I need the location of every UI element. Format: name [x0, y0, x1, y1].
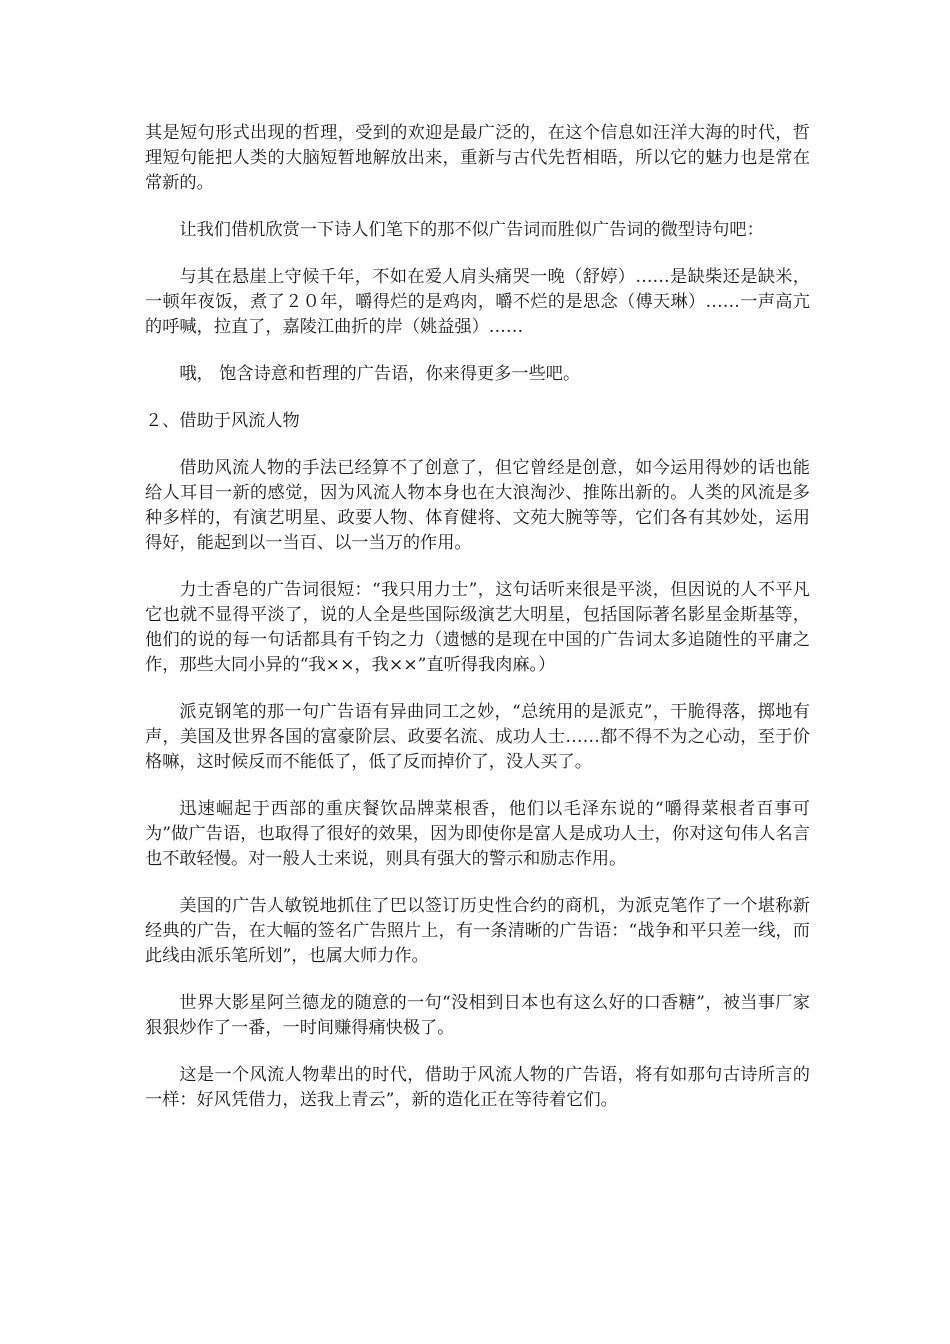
paragraph-celebrity-method: 借助风流人物的手法已经算不了创意了，但它曾经是创意，如今运用得妙的话也能给人耳目一新的感觉，因为风流人物本身也在大浪淘沙、推陈出新的。人类的风流是多种多样的，有演艺明星、政要人物、体育健将、文苑大腕等等，它们各有其妙处，运用得好，能起到以一当百、以一当万的作用。 [145, 458, 810, 553]
paragraph-alain-delon: 世界大影星阿兰德龙的随意的一句“没相到日本也有这么好的口香糖”，被当事厂家狠狠炒作了一番，一时间赚得痛快极了。 [145, 993, 810, 1038]
paragraph-poem-closing: 哦， 饱含诗意和哲理的广告语，你来得更多一些吧。 [179, 364, 581, 384]
paragraph-parker-peace: 美国的广告人敏锐地抓住了巴以签订历史性合约的商机，为派克笔作了一个堪称新经典的广告，在大幅的签名广告照片上，有一条清晰的广告语：“战争和平只差一线，而此线由派乐笔所划”，也属大师力作。 [145, 896, 810, 966]
paragraph-conclusion: 这是一个风流人物辈出的时代，借助于风流人物的广告语，将有如那句古诗所言的一样：好风凭借力，送我上青云”，新的造化正在等待着它们。 [145, 1065, 810, 1110]
paragraph-poem-invitation: 让我们借机欣赏一下诗人们笔下的那不似广告词而胜似广告词的微型诗句吧： [179, 220, 764, 240]
paragraph-parker-pen: 派克钢笔的那一句广告语有异曲同工之妙，“总统用的是派克”，干脆得落，掷地有声，美国及世界各国的富豪阶层、政要名流、成功人士……都不得不为之心动，至于价格嘛，这时候反而不能低了，低了反而掉价了，没人买了。 [145, 702, 810, 772]
document-body [145, 121, 810, 1135]
paragraph-caigenxiang: 迅速崛起于西部的重庆餐饮品牌菜根香，他们以毛泽东说的“嚼得菜根者百事可为”做广告语，也取得了很好的效果，因为即使你是富人是成功人士，你对这句伟人名言也不敢轻慢。对一般人士来说，则具有强大的警示和励志作用。 [145, 799, 810, 869]
paragraph-intro-continuation: 其是短句形式出现的哲理，受到的欢迎是最广泛的，在这个信息如汪洋大海的时代，哲理短句能把人类的大脑短暂地解放出来，重新与古代先哲相晤，所以它的魅力也是常在常新的。 [145, 123, 810, 193]
paragraph-lux-soap: 力士香皂的广告词很短：“我只用力士”，这句话听来很是平淡，但因说的人不平凡它也就不显得平淡了，说的人全是些国际级演艺大明星，包括国际著名影星金斯基等，他们的说的每一句话都具有千钧之力（遗憾的是现在中国的广告词太多追随性的平庸之作，那些大同小异的“我××，我××”直听得我肉麻。） [145, 580, 810, 675]
paragraph-poem-examples: 与其在悬崖上守候千年，不如在爱人肩头痛哭一晚（舒婷）……是缺柴还是缺米，一顿年夜饭，煮了２０年，嚼得烂的是鸡肉，嚼不烂的是思念（傅天琳）……一声高亢的呼喊，拉直了，嘉陵江曲折的岸（姚益强）…… [145, 267, 810, 337]
section-heading-celebrities: ２、借助于风流人物 [145, 411, 300, 431]
